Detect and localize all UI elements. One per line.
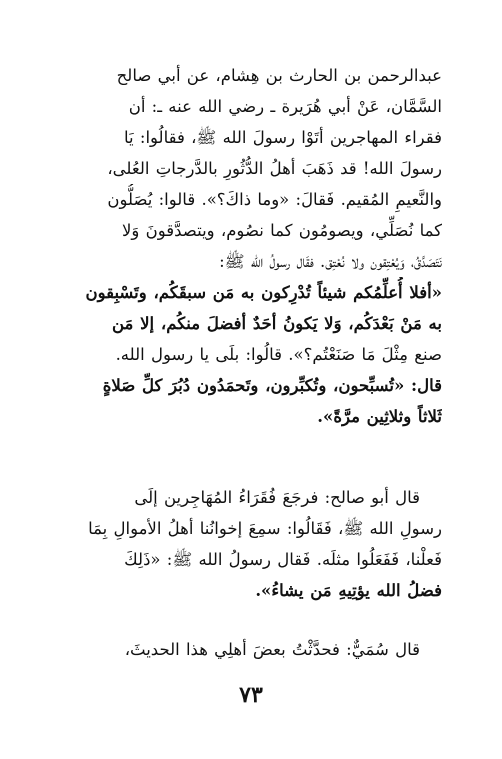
text-line: قال أبو صالح: فرجَعَ فُقَرَاءُ المُهَاجِرين إلَى xyxy=(134,488,420,507)
paragraph-abu-salih xyxy=(64,482,442,606)
text-line: عبدالرحمن بن الحارث بن هِشام، عن أبي صالح xyxy=(116,66,442,85)
text-line: قال: «تُسبِّحون، وتُكبِّرون، وتَحمَدُون دُبُرَ كلِّ صَلاةٍ xyxy=(102,376,442,395)
paragraph-hadith xyxy=(64,60,442,432)
text-line: صنع مِثْلَ مَا صَنَعْتُم؟». قالُوا: بلَى يا رسول الله. xyxy=(115,345,442,364)
text-line: نَتَصَدَّقُ، وَيُعْتِقون ولا نُعْتِق. فقَال رسولُ الله ﷺ: xyxy=(219,252,442,271)
text-line: فَعلْنا، فَفَعَلُوا مثلَه. فَقال رسولُ الله ﷺ: «ذَلِكَ xyxy=(124,550,442,569)
text-line: كما نُصَلِّي، ويصومُون كما نصُوم، ويتصدَّقونَ وَلا xyxy=(121,221,442,240)
text-line: فقراء المهاجرين أتَوْا رسولَ الله ﷺ، فقالُوا: يَا xyxy=(124,128,442,147)
text-line: قال سُمَيٌّ: فحدَّثْتُ بعضَ أهلِي هذا الحديثَ، xyxy=(124,640,420,659)
text-line: به مَنْ بَعْدَكُم، وَلا يَكونُ أحَدٌ أفضلَ منكُم، إلا مَن xyxy=(112,314,442,333)
page-number: ٧٣ xyxy=(239,682,263,708)
text-line: «أفلا أُعلِّمُكم شيئاً تُدْرِكون به مَن سبقَكُم، وتَسْبِقون xyxy=(85,283,442,302)
text-line: رسولَ الله! قد ذَهَبَ أهلُ الدُّثُورِ بالدَّرجاتِ العُلى، xyxy=(107,159,442,178)
text-line: السَّمَّان، عَنْ أبي هُرَيرة ـ رضي الله عنه ـ: أن xyxy=(128,97,442,116)
paragraph-sumay xyxy=(64,634,442,665)
text-line: رسولِ الله ﷺ، فَقَالُوا: سمِعَ إخوانُنا أهلُ الأموالِ بِمَا xyxy=(88,519,442,538)
text-line: والنَّعيمِ المُقيم. فَقالَ: «وما ذاكَ؟». قالوا: يُصَلُّون xyxy=(107,190,442,209)
text-line: فضلُ الله يؤتِيهِ مَن يشاءُ». xyxy=(255,581,442,600)
text-line: ثَلاثاً وثلاثِين مرَّةً». xyxy=(317,407,442,426)
